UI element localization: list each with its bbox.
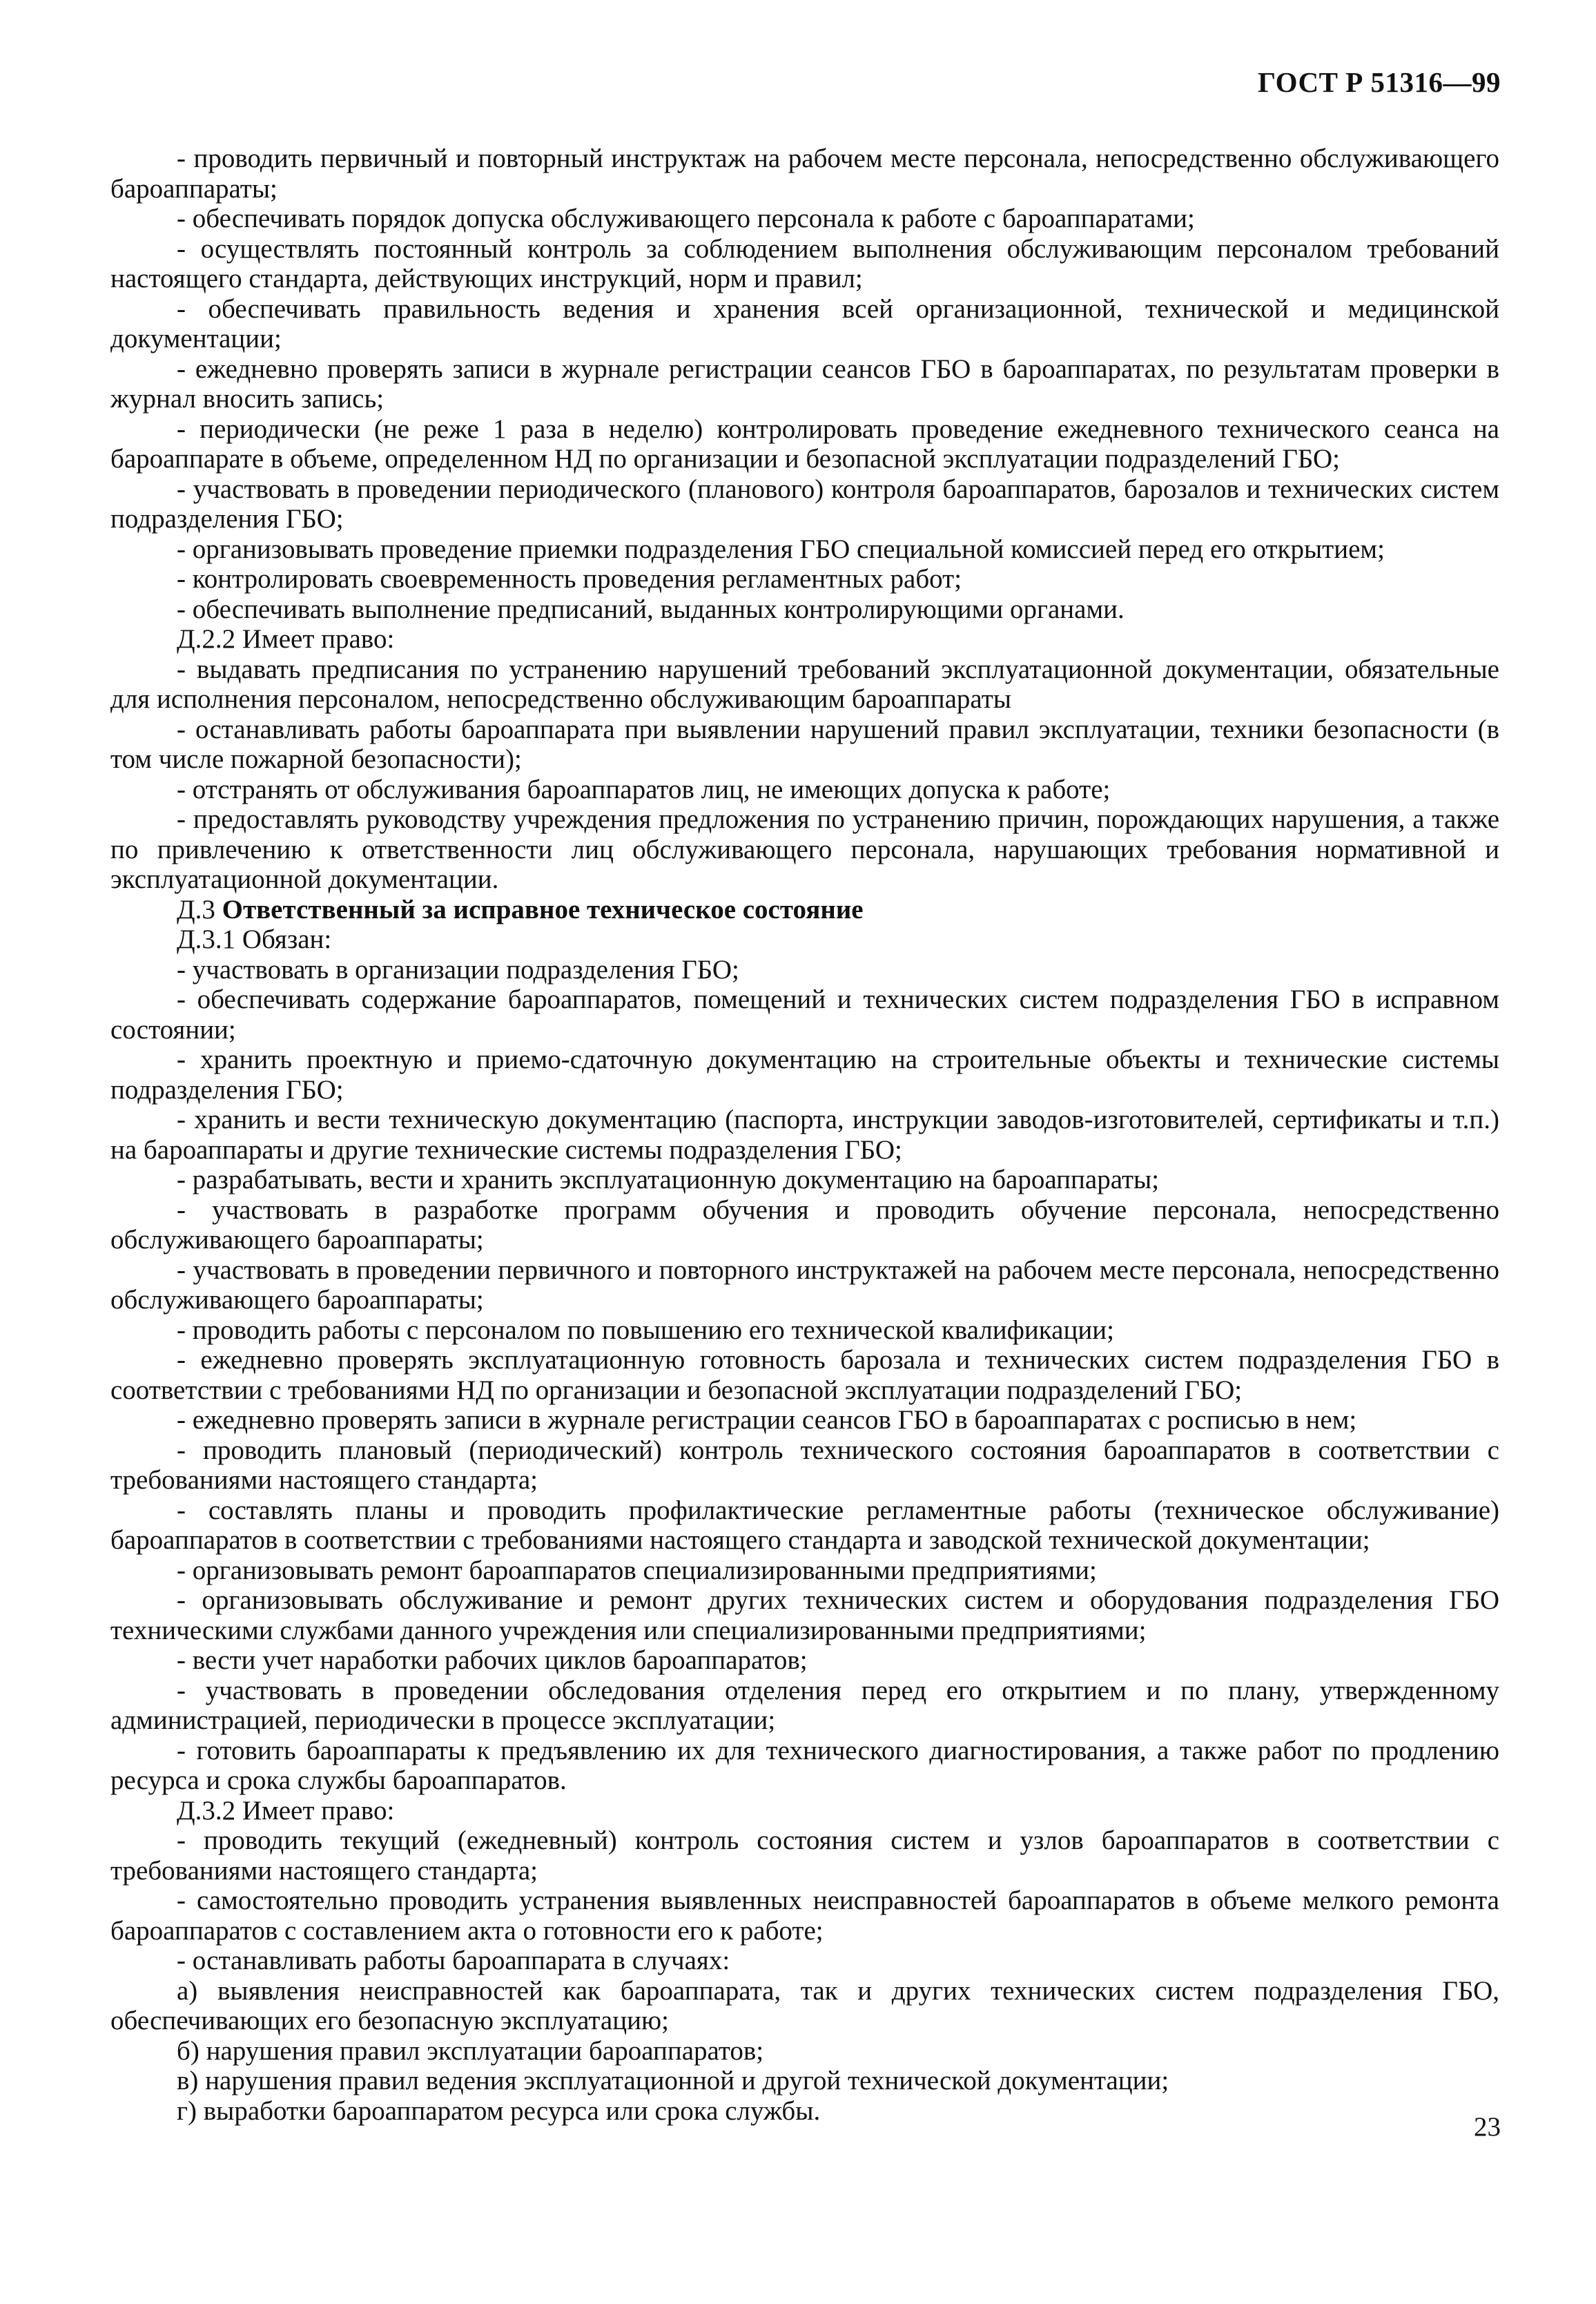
page-number: 23	[1474, 2112, 1501, 2142]
paragraph: - отстранять от обслуживания бароаппаратов лиц, не имеющих допуска к работе;	[177, 774, 1111, 804]
paragraph: - участвовать в проведении первичного и повторного инструктажей на рабочем месте персонала, непосредственно обслуживающего бароаппараты;	[110, 1255, 1499, 1315]
paragraph: - останавливать работы бароаппарата при выявлении нарушений правил эксплуатации, техники безопасности (в том числе пожарной безопасности);	[110, 714, 1499, 774]
paragraph: - участвовать в организации подразделения ГБО;	[177, 954, 739, 985]
paragraph: - проводить плановый (периодический) контроль технического состояния бароаппаратов в соответствии с требованиями настоящего стандарта;	[110, 1435, 1499, 1495]
paragraph: - проводить работы с персоналом по повышению его технической квалификации;	[177, 1315, 1114, 1345]
paragraph: - периодически (не реже 1 раза в неделю) контролировать проведение ежедневного технического сеанса на бароаппарате в объеме, определенном НД по организации и безопасной эксплуатации подразделений ГБО;	[110, 414, 1499, 474]
paragraph: - хранить проектную и приемо-сдаточную документацию на строительные объекты и технические системы подразделения ГБО;	[110, 1045, 1499, 1105]
list-item: а) выявления неисправностей как бароаппарата, так и других технических систем подразделения ГБО, обеспечивающих его безопасную эксплуатацию;	[110, 1975, 1499, 2035]
paragraph: - организовывать ремонт бароаппаратов специализированными предприятиями;	[177, 1555, 1097, 1585]
section-title: Ответственный за исправное техническое состояние	[222, 894, 864, 924]
paragraph: - останавливать работы бароаппарата в случаях:	[177, 1946, 730, 1975]
subsection-heading: Д.3.2 Имеет право:	[177, 1795, 395, 1826]
paragraph: - проводить текущий (ежедневный) контроль состояния систем и узлов бароаппаратов в соответствии с требованиями настоящего стандарта;	[110, 1826, 1499, 1886]
list-item: б) нарушения правил эксплуатации бароаппаратов;	[177, 2035, 764, 2066]
document-code-header: ГОСТ Р 51316—99	[1258, 66, 1501, 98]
paragraph: - готовить бароаппараты к предъявлению их для технического диагностирования, а также работ по продлению ресурса и срока службы бароаппаратов.	[110, 1735, 1499, 1795]
paragraph: - хранить и вести техническую документацию (паспорта, инструкции заводов-изготовителей, сертификаты и т.п.) на бароаппараты и другие технические системы подразделения ГБО;	[110, 1105, 1499, 1165]
paragraph: - осуществлять постоянный контроль за соблюдением выполнения обслуживающим персоналом требований настоящего стандарта, действующих инструкций, норм и правил;	[110, 233, 1499, 293]
paragraph: - участвовать в разработке программ обучения и проводить обучение персонала, непосредственно обслуживающего бароаппараты;	[110, 1194, 1499, 1255]
list-item: в) нарушения правил ведения эксплуатационной и другой технической документации;	[177, 2066, 1169, 2095]
paragraph: - составлять планы и проводить профилактические регламентные работы (техническое обслуживание) бароаппаратов в соответствии с требованиями настоящего стандарта и заводской технической документации;	[110, 1495, 1499, 1555]
paragraph: - обеспечивать содержание бароаппаратов, помещений и технических систем подразделения ГБО в исправном состоянии;	[110, 985, 1499, 1045]
document-body	[110, 144, 1499, 2126]
paragraph: - обеспечивать порядок допуска обслуживающего персонала к работе с бароаппаратами;	[177, 204, 1195, 233]
paragraph: - контролировать своевременность проведения регламентных работ;	[177, 564, 962, 594]
paragraph: - предоставлять руководству учреждения предложения по устранению причин, порождающих нарушения, а также по привлечению к ответственности лиц обслуживающего персонала, нарушающих требования нормативной и эксплуатационной документации.	[110, 804, 1499, 894]
paragraph: - разрабатывать, вести и хранить эксплуатационную документацию на бароаппараты;	[177, 1165, 1160, 1194]
list-item: г) выработки бароаппаратом ресурса или срока службы.	[177, 2095, 821, 2126]
paragraph: - организовывать проведение приемки подразделения ГБО специальной комиссией перед его открытием;	[177, 534, 1385, 564]
paragraph: - самостоятельно проводить устранения выявленных неисправностей бароаппаратов в объеме мелкого ремонта бароаппаратов с составлением акта о готовности его к работе;	[110, 1886, 1499, 1946]
section-heading	[110, 895, 1499, 925]
section-number: Д.3	[177, 894, 215, 924]
paragraph: - участвовать в проведении обследования отделения перед его открытием и по плану, утвержденному администрацией, периодически в процессе эксплуатации;	[110, 1675, 1499, 1735]
subsection-heading: Д.2.2 Имеет право:	[177, 624, 395, 654]
paragraph: - ежедневно проверять записи в журнале регистрации сеансов ГБО в бароаппаратах с росписью в нем;	[177, 1405, 1357, 1435]
paragraph: - вести учет наработки рабочих циклов бароаппаратов;	[177, 1645, 808, 1675]
paragraph: - проводить первичный и повторный инструктаж на рабочем месте персонала, непосредственно обслуживающего бароаппараты;	[110, 144, 1499, 204]
subsection-heading: Д.3.1 Обязан:	[177, 924, 332, 954]
paragraph: - выдавать предписания по устранению нарушений требований эксплуатационной документации, обязательные для исполнения персоналом, непосредственно обслуживающим бароаппараты	[110, 654, 1499, 714]
paragraph: - ежедневно проверять записи в журнале регистрации сеансов ГБО в бароаппаратах, по результатам проверки в журнал вносить запись;	[110, 354, 1499, 414]
paragraph: - участвовать в проведении периодического (планового) контроля бароаппаратов, барозалов и технических систем подразделения ГБО;	[110, 474, 1499, 534]
paragraph: - ежедневно проверять эксплуатационную готовность барозала и технических систем подразделения ГБО в соответствии с требованиями НД по организации и безопасной эксплуатации подразделений ГБО;	[110, 1345, 1499, 1405]
paragraph: - обеспечивать выполнение предписаний, выданных контролирующими органами.	[177, 594, 1125, 624]
paragraph: - обеспечивать правильность ведения и хранения всей организационной, технической и медицинской документации;	[110, 293, 1499, 354]
paragraph: - организовывать обслуживание и ремонт других технических систем и оборудования подразделения ГБО техническими службами данного учреждения или специализированными предприятиями;	[110, 1585, 1499, 1645]
